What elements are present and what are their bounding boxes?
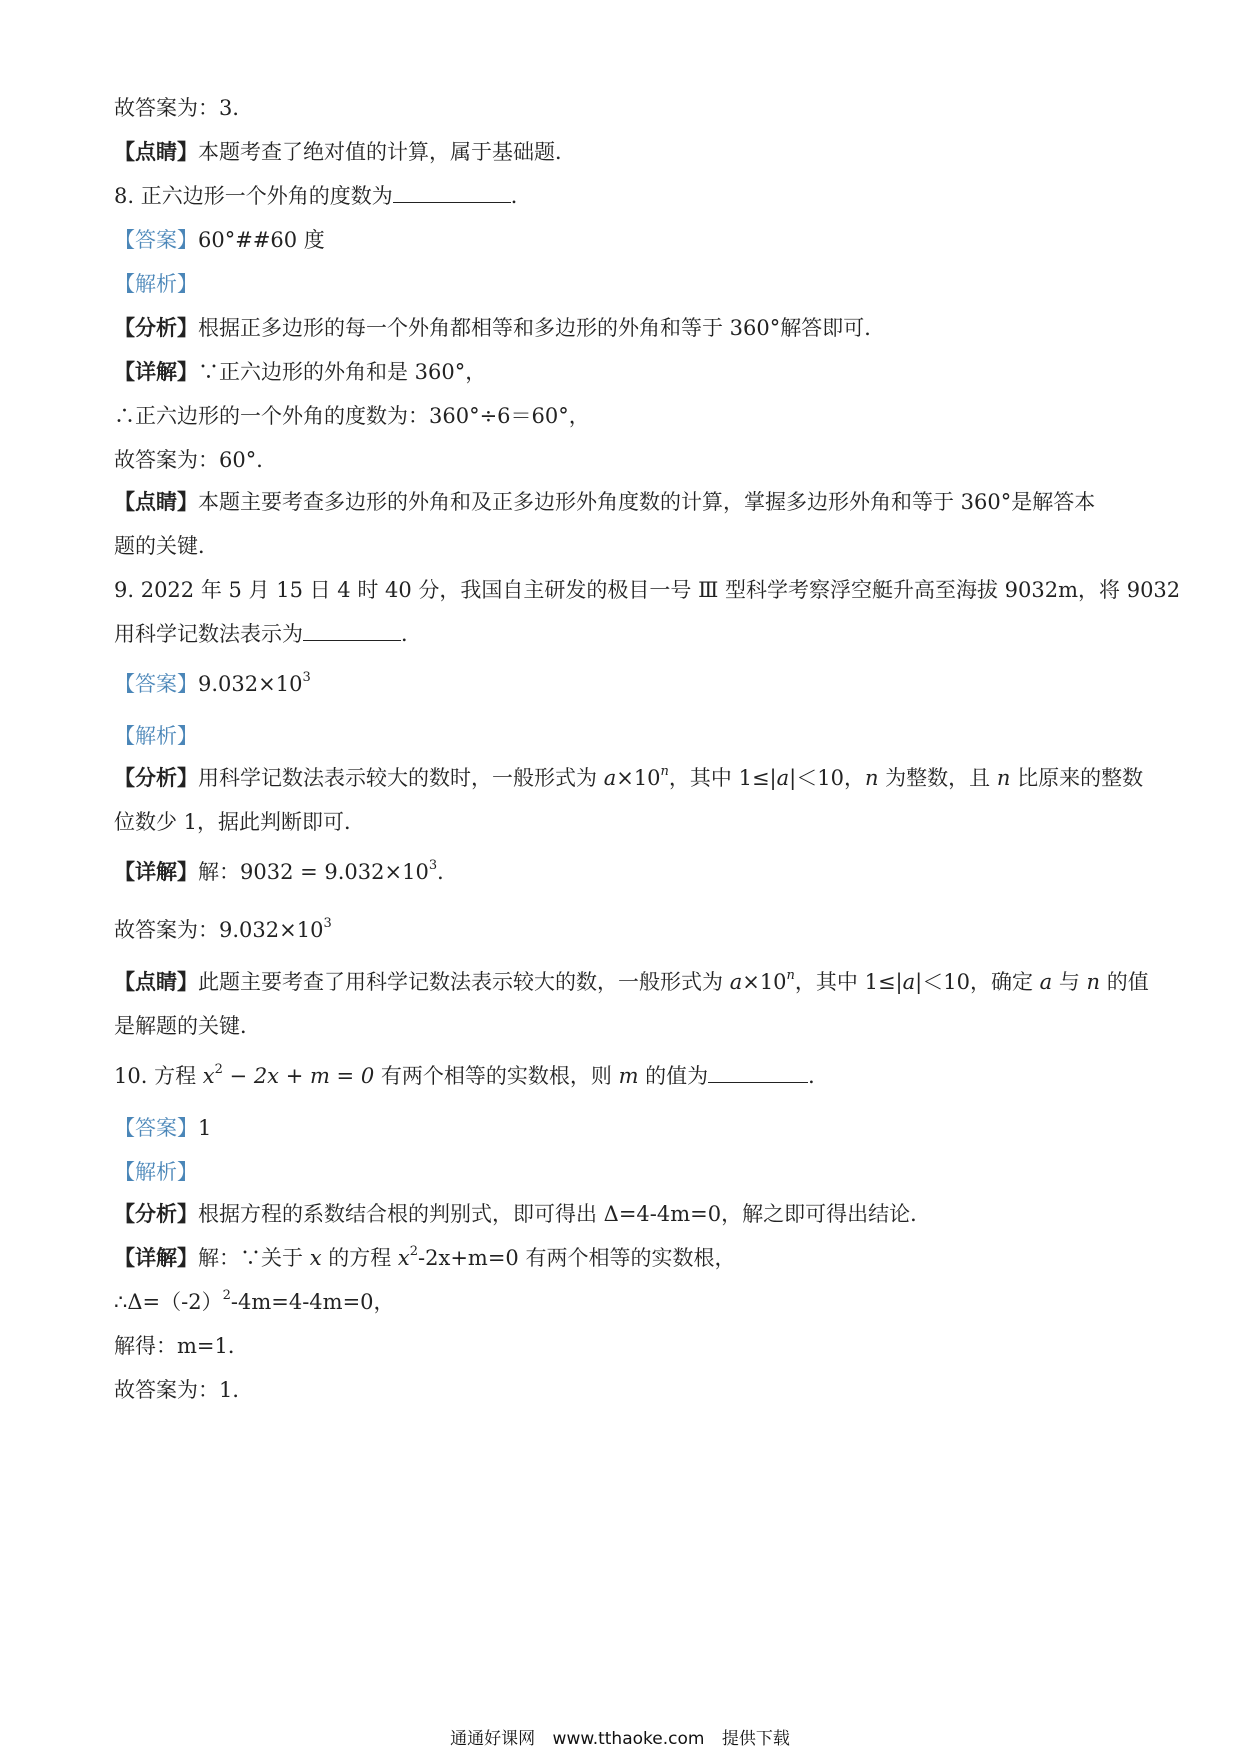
q7-final: 故答案为：3． (114, 96, 254, 120)
q8-comment-line2: 题的关键． (114, 534, 219, 558)
q10-blank (708, 1062, 808, 1083)
q10-xiangjie: 【详解】解：∵关于 x 的方程 $x^2-2x+m=0$ 有两个相等的实数根， (114, 1244, 736, 1270)
q10-question: 10. 方程 $x^2 - 2x + m = 0$ 有两个相等的实数根，则 m 的值为 ． (114, 1062, 830, 1088)
q9-comment-line2: 是解题的关键． (114, 1014, 261, 1038)
q9-question-line2: 用科学记数法表示为 ． (114, 622, 422, 646)
q10-analysis-tag: 【解析】 (114, 1160, 198, 1184)
q10-answer: 【答案】1 (114, 1116, 212, 1140)
q8-question: 8. 正六边形一个外角的度数为 ． (114, 184, 532, 208)
q8-comment: 【点睛】本题主要考查多边形的外角和及正多边形外角度数的计算，掌握多边形外角和等于 360°是解答本 (114, 489, 1096, 514)
q8-blank (393, 182, 511, 203)
q9-answer: 【答案】$9.032\times 10^3$ (114, 670, 311, 696)
q10-fenxi: 【分析】根据方程的系数结合根的判别式，即可得出 Δ=4-4m=0，解之即可得出结论． (114, 1201, 932, 1226)
q8-analysis-tag: 【解析】 (114, 272, 198, 296)
q10-step2: $\therefore\Delta=(-2)^2-4m=4-4m=0$， (114, 1288, 395, 1314)
footer-site-name: 通通好课网 (450, 1729, 536, 1749)
q9-question: 9. 2022 年 5 月 15 日 4 时 40 分，我国自主研发的极目一号 Ⅲ 型科学考察浮空艇升高至海拔 9032m，将 9032 (114, 578, 1181, 602)
q9-fenxi-line2: 位数少 1，据此判断即可． (114, 810, 366, 834)
q8-answer: 【答案】60°##60 度 (114, 228, 325, 252)
q9-final: 故答案为：$9.032\times 10^3$ (114, 916, 332, 942)
q8-step2: ∴正六边形的一个外角的度数为：360°÷6＝60°， (114, 404, 590, 428)
q9-fenxi: 【分析】用科学记数法表示较大的数时，一般形式为 $a\times 10^n$，其中 1≤|a|＜10，n 为整数，且 n 比原来的整数 (114, 764, 1144, 790)
q10-step3: 解得：m=1． (114, 1334, 249, 1358)
q9-comment: 【点睛】此题主要考查了用科学记数法表示较大的数，一般形式为 $a\times 10^n$，其中 1≤|a|＜10，确定 a 与 n 的值 (114, 968, 1149, 994)
q8-xiangjie: 【详解】∵正六边形的外角和是 360°， (114, 359, 487, 384)
footer-action: 提供下载 (721, 1729, 790, 1749)
q7-comment: 【点睛】本题考查了绝对值的计算，属于基础题． (114, 139, 576, 164)
q8-final: 故答案为：60°． (114, 448, 278, 472)
q10-final: 故答案为：1． (114, 1378, 254, 1402)
q9-analysis-tag: 【解析】 (114, 724, 198, 748)
q9-xiangjie: 【详解】解：$9032 = 9.032\times 10^3$． (114, 858, 459, 884)
footer-url[interactable]: www.tthaoke.com (552, 1729, 705, 1749)
q9-blank (303, 620, 401, 641)
page-footer (0, 1728, 1240, 1750)
q8-fenxi: 【分析】根据正多边形的每一个外角都相等和多边形的外角和等于 360°解答即可． (114, 315, 886, 340)
